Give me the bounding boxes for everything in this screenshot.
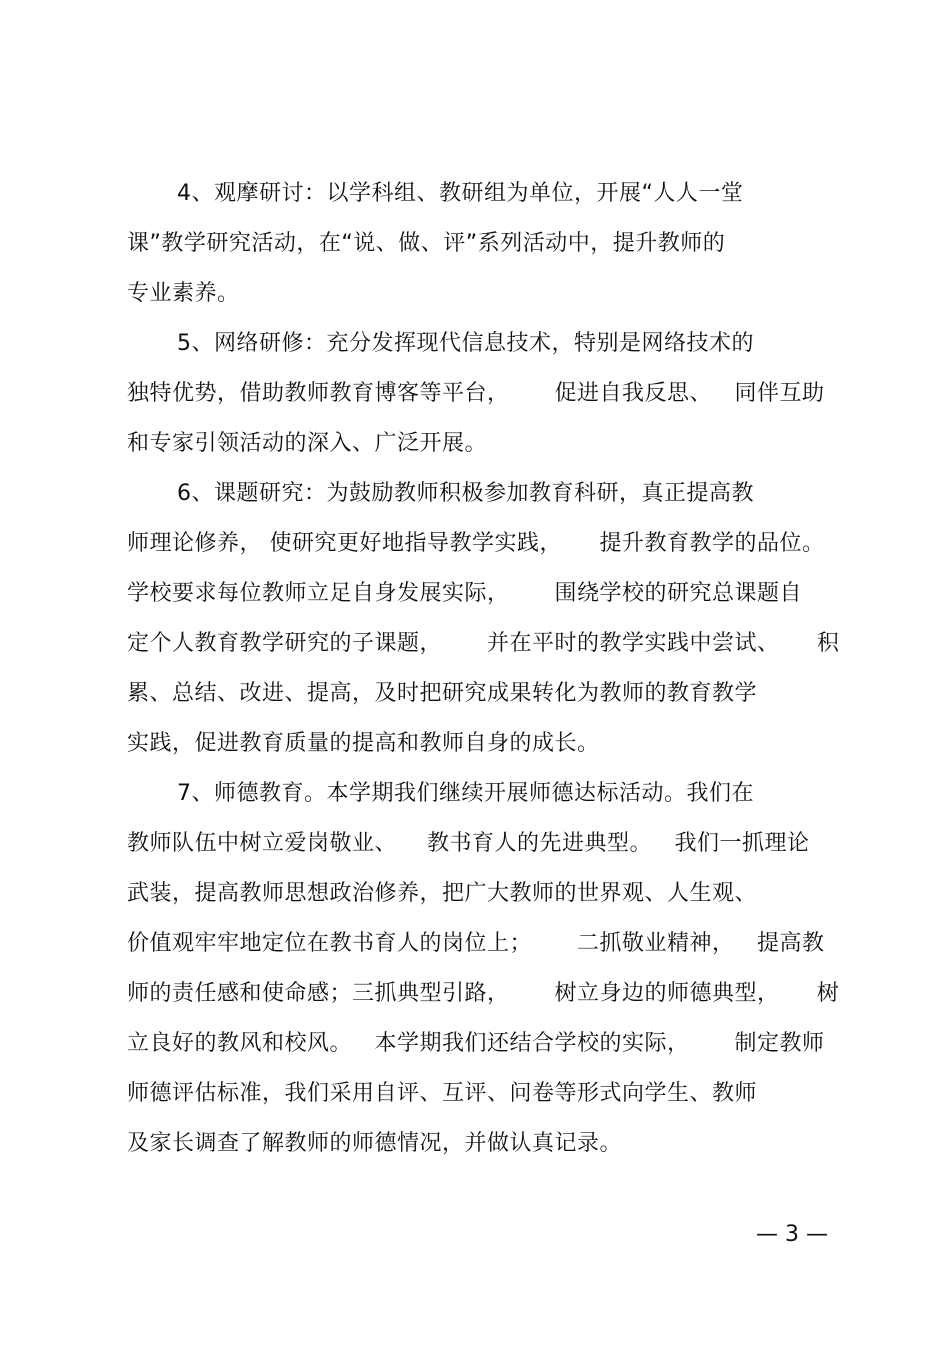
paragraph-7-line-7: 师德评估标准，我们采用自评、互评、问卷等形式向学生、教师	[127, 1081, 758, 1106]
paragraph-7-line-6: 立良好的教风和校风。 本学期我们还结合学校的实际， 制定教师	[127, 1031, 825, 1056]
paragraph-7-line-3: 武装，提高教师思想政治修养，把广大教师的世界观、人生观、	[127, 881, 758, 906]
paragraph-6-line-6: 实践，促进教育质量的提高和教师自身的成长。	[127, 731, 600, 756]
paragraph-6-line-3: 学校要求每位教师立足自身发展实际， 围绕学校的研究总课题自	[127, 581, 802, 606]
paragraph-5-line-3: 和专家引领活动的深入、广泛开展。	[127, 431, 488, 456]
paragraph-7-line-5: 师的责任感和使命感；三抓典型引路， 树立身边的师德典型， 树	[127, 981, 840, 1006]
paragraph-7-line-2: 教师队伍中树立爱岗敬业、 教书育人的先进典型。 我们一抓理论	[127, 831, 810, 856]
paragraph-5-line-2: 独特优势，借助教师教育博客等平台， 促进自我反思、 同伴互助	[127, 381, 825, 406]
paragraph-7-line-1: 7、师德教育。本学期我们继续开展师德达标活动。我们在	[177, 781, 754, 806]
paragraph-7-line-8: 及家长调查了解教师的师德情况，并做认真记录。	[127, 1131, 623, 1156]
paragraph-4-line-1: 4、观摩研讨：以学科组、教研组为单位，开展“人人一堂	[177, 181, 744, 206]
paragraph-4-line-2: 课”教学研究活动，在“说、做、评”系列活动中，提升教师的	[127, 231, 726, 256]
paragraph-5-line-1: 5、网络研修：充分发挥现代信息技术，特别是网络技术的	[177, 331, 754, 356]
paragraph-7-line-4: 价值观牢牢地定位在教书育人的岗位上； 二抓敬业精神， 提高教	[127, 931, 825, 956]
page-number: — 3 —	[756, 1222, 828, 1247]
paragraph-4-line-3: 专业素养。	[127, 281, 240, 306]
paragraph-6-line-4: 定个人教育教学研究的子课题， 并在平时的教学实践中尝试、 积	[127, 631, 840, 656]
paragraph-6-line-5: 累、总结、改进、提高，及时把研究成果转化为教师的教育教学	[127, 681, 758, 706]
paragraph-6-line-2: 师理论修养， 使研究更好地指导教学实践， 提升教育教学的品位。	[127, 531, 825, 556]
paragraph-6-line-1: 6、课题研究：为鼓励教师积极参加教育科研，真正提高教	[177, 481, 754, 506]
